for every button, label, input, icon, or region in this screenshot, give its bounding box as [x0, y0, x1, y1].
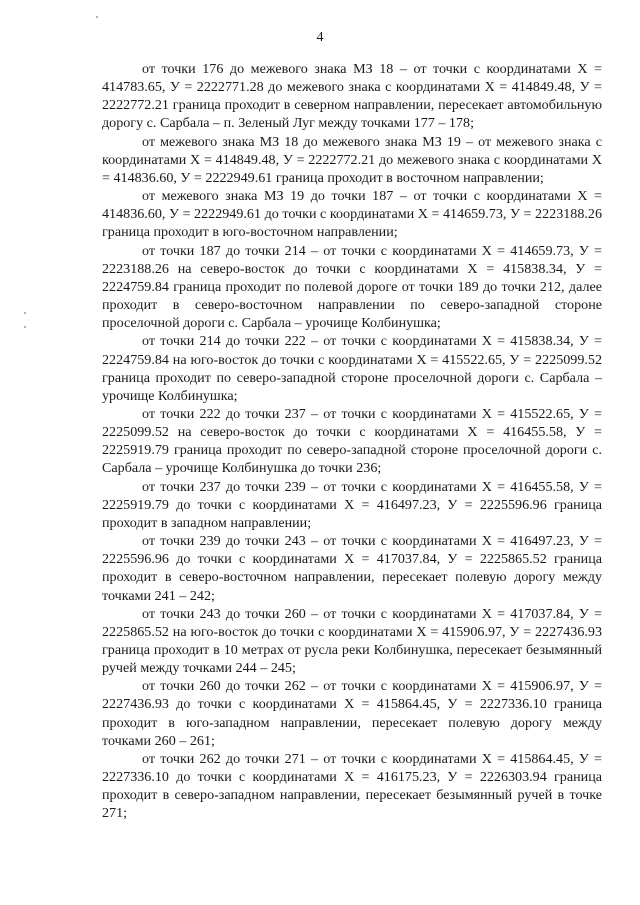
- page-number: 4: [316, 30, 324, 45]
- paragraph: от точки 222 до точки 237 – от точки с координатами Х = 415522.65, У = 2225099.52 на северо-восток до точки с координатами Х = 416455.58, У = 2225919.79 граница проходит по северо-западной стороне проселочной дороги с. Сарбала – урочище Колбинушка до точки 236;: [102, 405, 602, 477]
- paragraph: от точки 243 до точки 260 – от точки с координатами Х = 417037.84, У = 2225865.52 на юго-восток до точки с координатами Х = 415906.97, У = 2227436.93 граница проходит в 10 метрах от русла реки Колбинушка, пересекает безымянный ручей между точками 244 – 245;: [102, 605, 602, 677]
- paragraph: от точки 214 до точки 222 – от точки с координатами Х = 415838.34, У = 2224759.84 на юго-восток до точки с координатами Х = 415522.65, У = 2225099.52 граница проходит по северо-западной стороне проселочной дороги с. Сарбала – урочище Колбинушка;: [102, 333, 602, 404]
- paragraph: от межевого знака МЗ 19 до точки 187 – от точки с координатами Х = 414836.60, У = 2222949.61 до точки с координатами Х = 414659.73, У = 2223188.26 граница проходит в юго-восточном направлении;: [102, 188, 602, 241]
- paragraph: от точки 239 до точки 243 – от точки с координатами Х = 416497.23, У = 2225596.96 до точки с координатами Х = 417037.84, У = 2225865.52 граница проходит в северо-восточном направлении, пересекает полевую дорогу между точками 241 – 242;: [102, 533, 602, 604]
- paragraph: от точки 237 до точки 239 – от точки с координатами Х = 416455.58, У = 2225919.79 до точки с координатами Х = 416497.23, У = 2225596.96 граница проходит в западном направлении;: [102, 478, 602, 531]
- paragraph: от межевого знака МЗ 18 до межевого знака МЗ 19 – от межевого знака с координатами Х = 414849.48, У = 2222772.21 до межевого знака с координатами Х = 414836.60, У = 2222949.61 граница проходит в восточном направлении;: [102, 133, 602, 186]
- paragraph: от точки 262 до точки 271 – от точки с координатами Х = 415864.45, У = 2227336.10 до точки с координатами Х = 416175.23, У = 2226303.94 граница проходит в северо-западном направлении, пересекает безымянный ручей в точке 271;: [102, 750, 602, 822]
- scan-speck: [24, 326, 26, 328]
- paragraph: от точки 187 до точки 214 – от точки с координатами Х = 414659.73, У = 2223188.26 на северо-восток до точки с координатами Х = 415838.34, У = 2224759.84 граница проходит по полевой дороге от точки 189 до точки 212, далее проходит в северо-восточном направлении по северо-западной стороне проселочной дороги с. Сарбала – урочище Колбинушка;: [102, 242, 602, 332]
- paragraph: от точки 260 до точки 262 – от точки с координатами Х = 415906.97, У = 2227436.93 до точки с координатами Х = 415864.45, У = 2227336.10 граница проходит в юго-западном направлении, пересекает полевую дорогу между точками 260 – 261;: [102, 678, 602, 749]
- paragraph: от точки 176 до межевого знака МЗ 18 – от точки с координатами Х = 414783.65, У = 2222771.28 до межевого знака с координатами Х = 414849.48, У = 2222772.21 граница проходит в северном направлении, пересекает автомобильную дорогу с. Сарбала – п. Зеленый Луг между точками 177 – 178;: [102, 61, 602, 132]
- scan-speck: [96, 16, 98, 18]
- scan-speck: [24, 312, 26, 314]
